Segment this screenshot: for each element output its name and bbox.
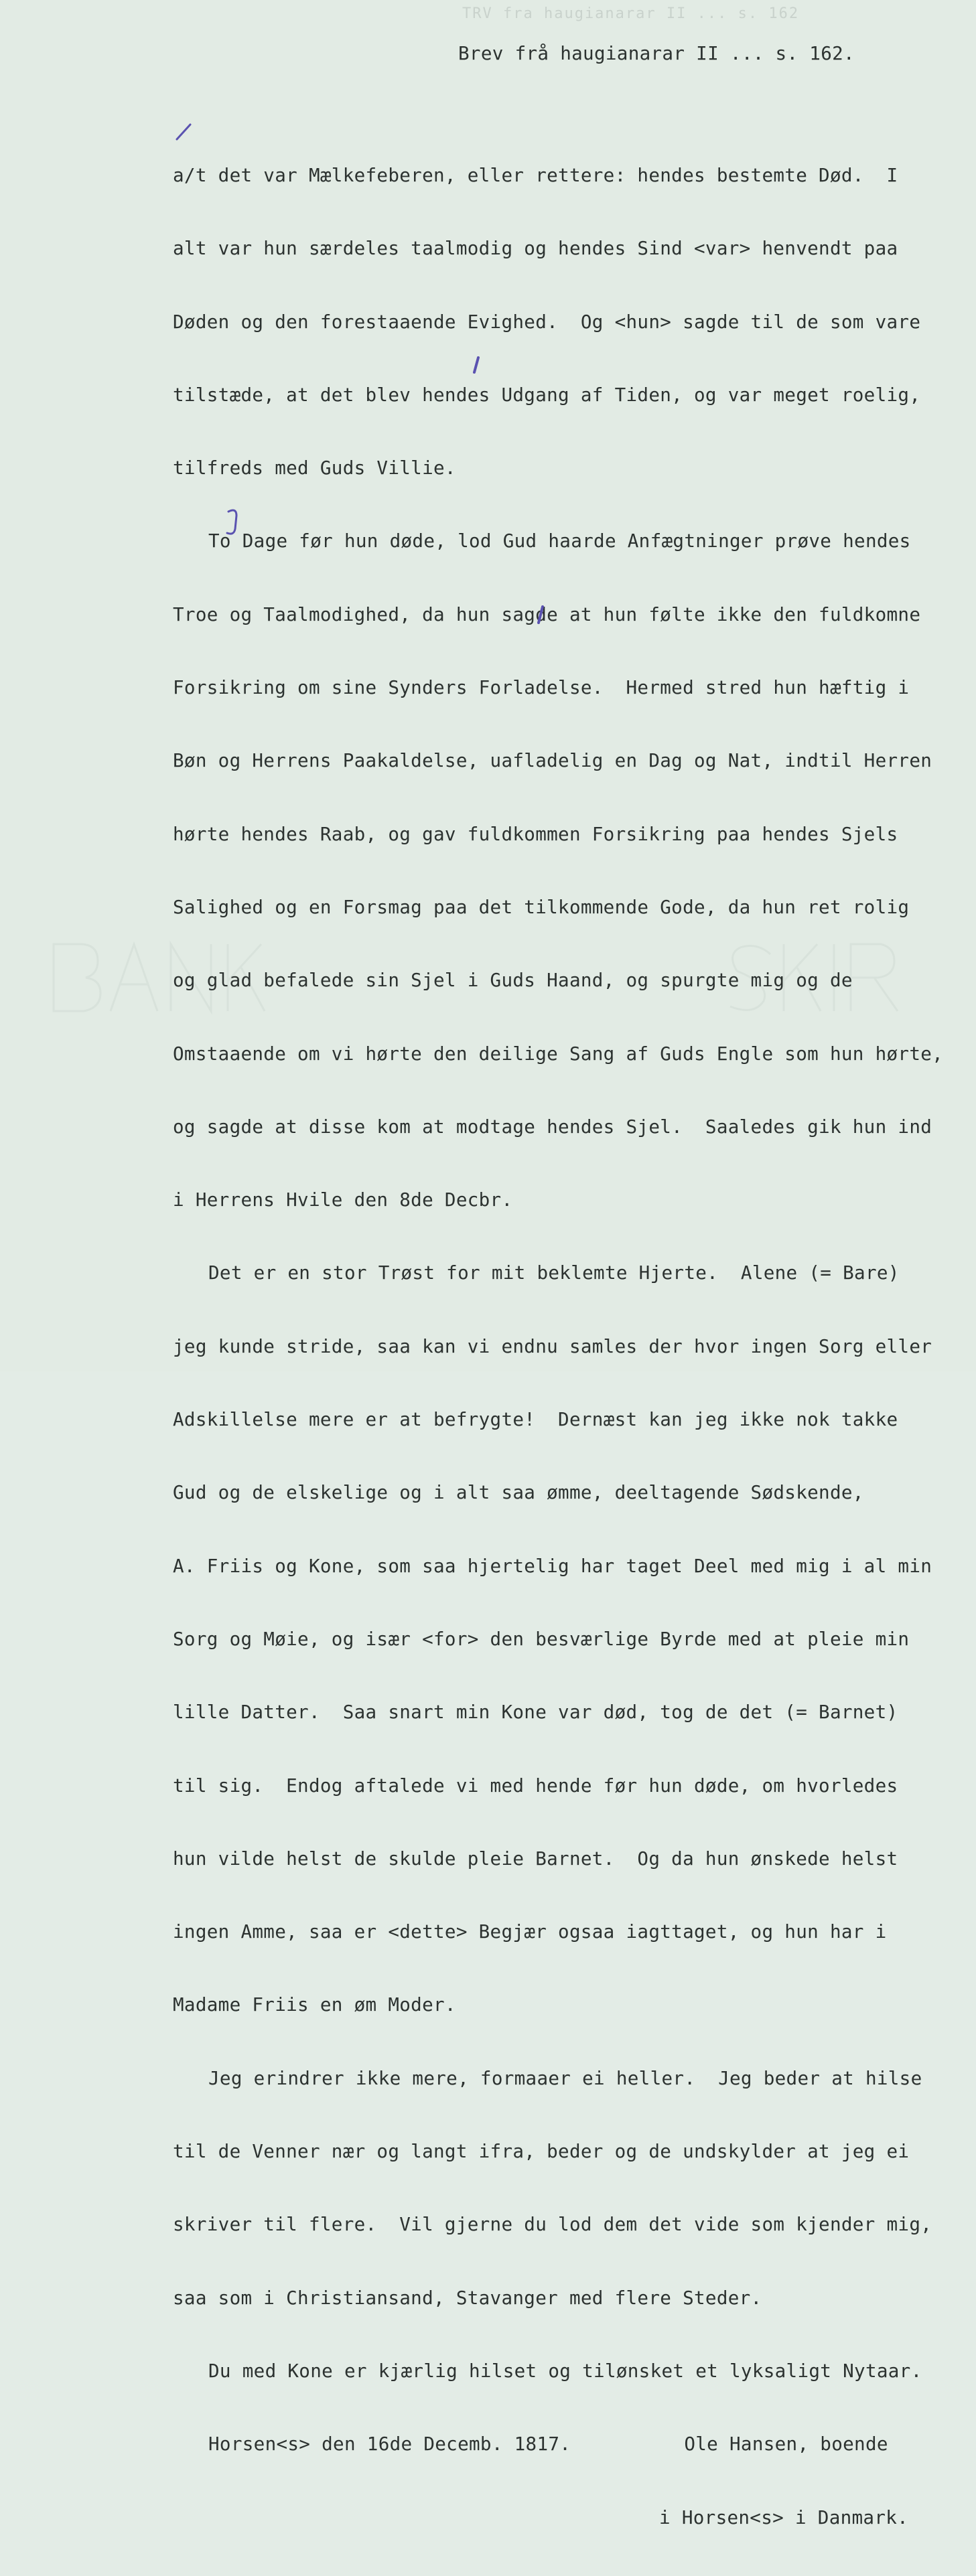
text-line-13: Omstaaende om vi hørte den deilige Sang af Guds Engle som hun hørte, [173, 1042, 944, 1065]
text-line-29: skriver til flere. Vil gjerne du lod dem det vide som kjender mig, [173, 2213, 932, 2236]
text-line-17: jeg kunde stride, saa kan vi endnu samles der hvor ingen Sorg eller [173, 1335, 932, 1357]
text-line-19: Gud og de elskelige og i alt saa ømme, deeltagende Sødskende, [173, 1481, 864, 1504]
text-line-31: Du med Kone er kjærlig hilset og tilønsket et lyksaligt Nytaar. [208, 2359, 922, 2382]
text-line-30: saa som i Christiansand, Stavanger med flere Steder. [173, 2286, 762, 2309]
text-line-16: Det er en stor Trøst for mit beklemte Hjerte. Alene (= Bare) [208, 1262, 900, 1284]
text-line-4: tilstæde, at det blev hendes Udgang af Tiden, og var meget roelig, [173, 383, 921, 406]
text-line-8: Forsikring om sine Synders Forladelse. Hermed stred hun hæftig i [173, 676, 910, 699]
text-line-1: a/t det var Mælkefeberen, eller rettere: hendes bestemte Død. I [173, 164, 898, 186]
header-reference: Brev frå haugianarar II ... s. 162. [458, 42, 855, 64]
text-line-11: Salighed og en Forsmag paa det tilkommende Gode, da hun ret rolig [173, 895, 910, 918]
text-line-15: i Herrens Hvile den 8de Decbr. [173, 1189, 513, 1211]
text-line-27: Jeg erindrer ikke mere, formaaer ei heller. Jeg beder at hilse [208, 2066, 922, 2089]
text-line-10: hørte hendes Raab, og gav fuldkommen Forsikring paa hendes Sjels [173, 822, 898, 845]
letter-body [173, 117, 963, 2576]
text-line-6: To Dage før hun døde, lod Gud haarde Anfægtninger prøve hendes [208, 530, 911, 552]
text-line-7: Troe og Taalmodighed, da hun sagde at hun følte ikke den fuldkomne [173, 603, 921, 625]
text-line-21: Sorg og Møie, og især <for> den besværlige Byrde med at pleie min [173, 1627, 910, 1650]
text-line-9: Bøn og Herrens Paakaldelse, uafladelig en Dag og Nat, indtil Herren [173, 749, 932, 772]
faint-show-through-text: TRV fra haugianarar II ... s. 162 [462, 5, 800, 22]
text-line-32: Horsen<s> den 16de Decemb. 1817. Ole Hansen, boende [208, 2433, 888, 2455]
text-line-26: Madame Friis en øm Moder. [173, 1993, 456, 2016]
text-line-28: til de Venner nær og langt ifra, beder og de undskylder at jeg ei [173, 2140, 910, 2163]
text-line-5: tilfreds med Guds Villie. [173, 457, 456, 479]
text-line-24: hun vilde helst de skulde pleie Barnet. Og da hun ønskede helst [173, 1847, 898, 1870]
text-line-25: ingen Amme, saa er <dette> Begjær ogsaa iagttaget, og hun har i [173, 1920, 887, 1943]
text-line-22: lille Datter. Saa snart min Kone var død, tog de det (= Barnet) [173, 1701, 898, 1724]
text-line-2: alt var hun særdeles taalmodig og hendes Sind <var> henvendt paa [173, 237, 898, 260]
text-line-14: og sagde at disse kom at modtage hendes Sjel. Saaledes gik hun ind [173, 1115, 932, 1138]
text-line-20: A. Friis og Kone, som saa hjertelig har taget Deel med mig i al min [173, 1554, 932, 1577]
text-line-18: Adskillelse mere er at befrygte! Dernæst kan jeg ikke nok takke [173, 1408, 898, 1431]
text-line-33: i Horsen<s> i Danmark. [659, 2506, 909, 2528]
text-line-12: og glad befalede sin Sjel i Guds Haand, og spurgte mig og de [173, 969, 853, 992]
text-line-23: til sig. Endog aftalede vi med hende før hun døde, om hvorledes [173, 1774, 898, 1797]
text-line-3: Døden og den forestaaende Evighed. Og <hun> sagde til de som vare [173, 310, 921, 333]
